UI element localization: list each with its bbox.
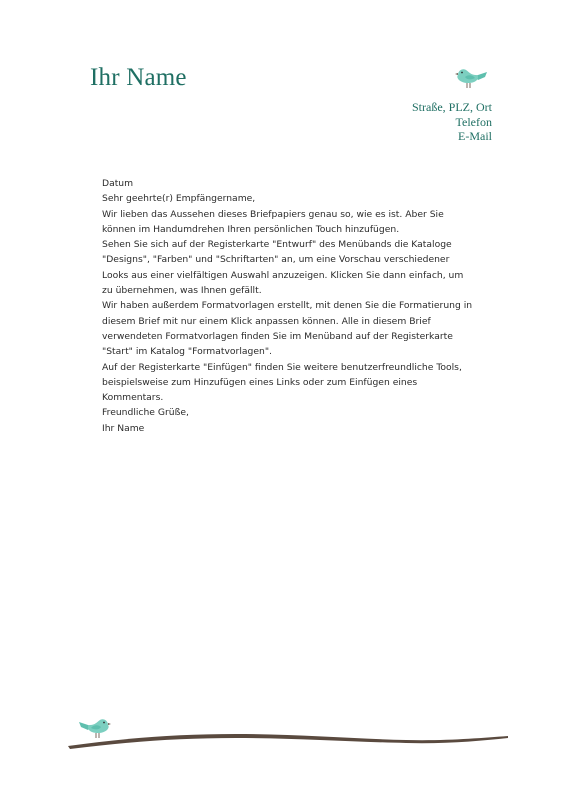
address-email: E-Mail	[458, 129, 492, 143]
letter-paragraph-3: Wir haben außerdem Formatvorlagen erstellt, mit denen Sie die Formatierung in diesem Brief mit nur einem Klick anpassen können. Alle in diesem Brief verwendeten Formatvorlagen finden Sie im Menüband auf der Registerkarte "Start" im Katalog "Formatvorlagen".	[102, 300, 473, 358]
letter-paragraph-1: Wir lieben das Aussehen dieses Briefpapiers genau so, wie es ist. Aber Sie können im Handumdrehen Ihren persönlichen Touch hinzufügen.	[102, 208, 444, 235]
letter-signature: Ihr Name	[102, 422, 145, 434]
address-phone: Telefon	[455, 114, 492, 129]
address-street: Straße, PLZ, Ort	[412, 100, 492, 114]
letter-paragraph-2: Sehen Sie sich auf der Registerkarte "Entwurf" des Menübands die Kataloge "Designs", "Farben" und "Schriftarten" an, um eine Vorschau verschiedener Looks aus einer vielfältigen Auswahl anzuzeigen. Klicken Sie dann einfach, um zu übernehmen, was Ihnen gefällt.	[102, 239, 464, 297]
letter-paragraph-4: Auf der Registerkarte "Einfügen" finden Sie weitere benutzerfreundliche Tools, beispielsweise zum Hinzufügen eines Links oder zum Einfügen eines Kommentars.	[102, 361, 462, 404]
bird-on-branch-decoration	[66, 712, 510, 756]
bird-icon	[79, 719, 111, 738]
bird-icon	[454, 64, 488, 90]
branch-icon	[68, 734, 508, 749]
sender-name: Ihr Name	[90, 64, 187, 91]
letter-closing: Freundliche Grüße,	[102, 407, 189, 419]
letter-body	[102, 176, 474, 436]
letter-salutation: Sehr geehrte(r) Empfängername,	[102, 193, 256, 205]
letter-date: Datum	[102, 178, 134, 189]
sender-address	[412, 100, 492, 144]
